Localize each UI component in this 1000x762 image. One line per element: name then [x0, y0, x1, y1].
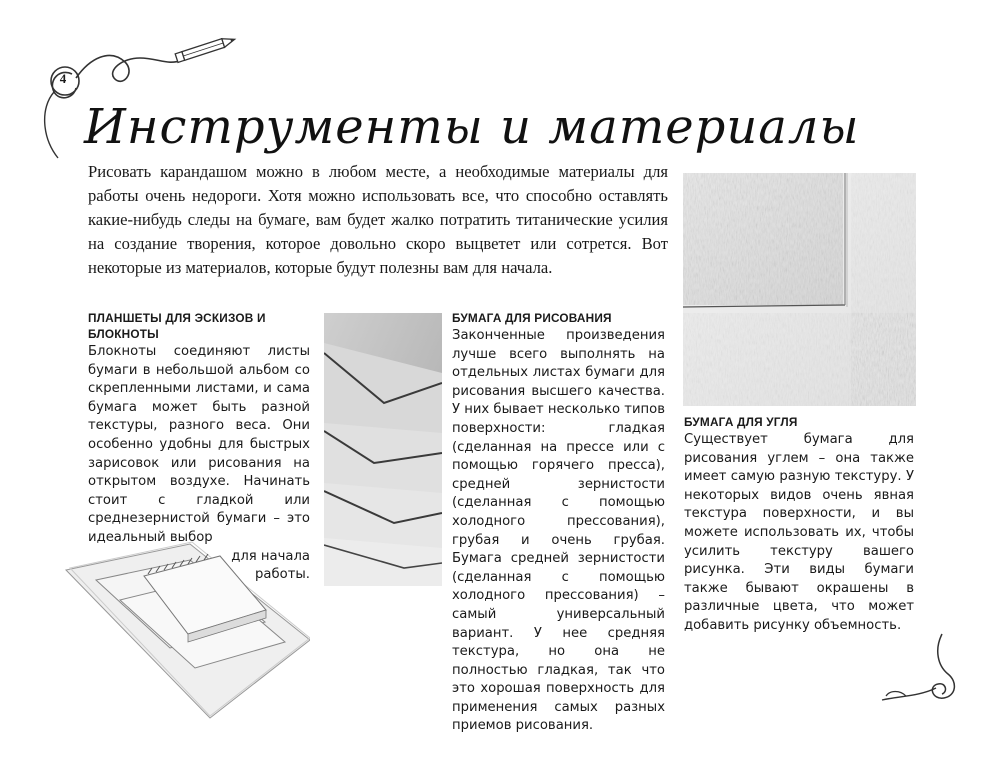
charcoal-paper-heading: БУМАГА ДЛЯ УГЛЯ: [684, 415, 798, 429]
drawing-paper-heading: БУМАГА ДЛЯ РИСОВАНИЯ: [452, 311, 612, 325]
sketchbooks-text-body: Блокноты соединяют листы бумаги в небольшой альбом со скрепленными листами, и сама бумага может быть разной текстуры, разного веса. Они особенно удобны для быстрых зарисовок или рисования на открытом воздухе. Начинать стоит с гладкой или среднезернистой бумаги – это идеальный выбор: [88, 344, 310, 545]
corner-swirl-ornament: [876, 630, 966, 710]
charcoal-paper-photo: [683, 173, 916, 406]
sketchbooks-text-tail: для начала работы.: [231, 548, 310, 583]
pencil-icon: [175, 35, 236, 62]
sketchbooks-text: [88, 343, 310, 585]
page-number: 4: [59, 71, 67, 86]
page-title: Инструменты и материалы: [84, 99, 860, 155]
charcoal-paper-text: Существует бумага для рисования углем – она также имеет самую разную текстуру. У некоторых видов очень явная текстура поверхности, и вы можете использовать их, чтобы усилить текстуру вашего рисунка. Эти виды бумаги также бывают окрашены в различные цвета, что может добавить рисунку объемность.: [684, 432, 914, 633]
sketchbooks-heading: ПЛАНШЕТЫ ДЛЯ ЭСКИЗОВ И БЛОКНОТЫ: [88, 311, 266, 341]
intro-paragraph: Рисовать карандашом можно в любом месте, а необходимые материалы для работы очень недороги. Хотя можно использовать все, что способно оставлять какие-нибудь следы на бумаге, вам будет жалко потратить титанические усилия на создание творения, которое довольно скоро выцветет или сотрется. Вот некоторые из материалов, которые будут полезны вам для начала.: [88, 162, 668, 277]
drawing-paper-text: Законченные произведения лучше всего выполнять на отдельных листах бумаги для рисования высшего качества. У них бывает несколько типов поверхности: гладкая (сделанная на прессе или с помощью горячего пресса), средней зернистости (сделанная с помощью холодного прессования), грубая и очень грубая. Бумага средней зернистости (сделанная с помощью холодного прессования) – самый универсальный вариант. У нее средняя текстура, но она не полностью гладкая, так что это хорошая поверхность для применения самых разных приемов рисования.: [452, 328, 665, 734]
drawing-paper-photo: [324, 313, 442, 586]
